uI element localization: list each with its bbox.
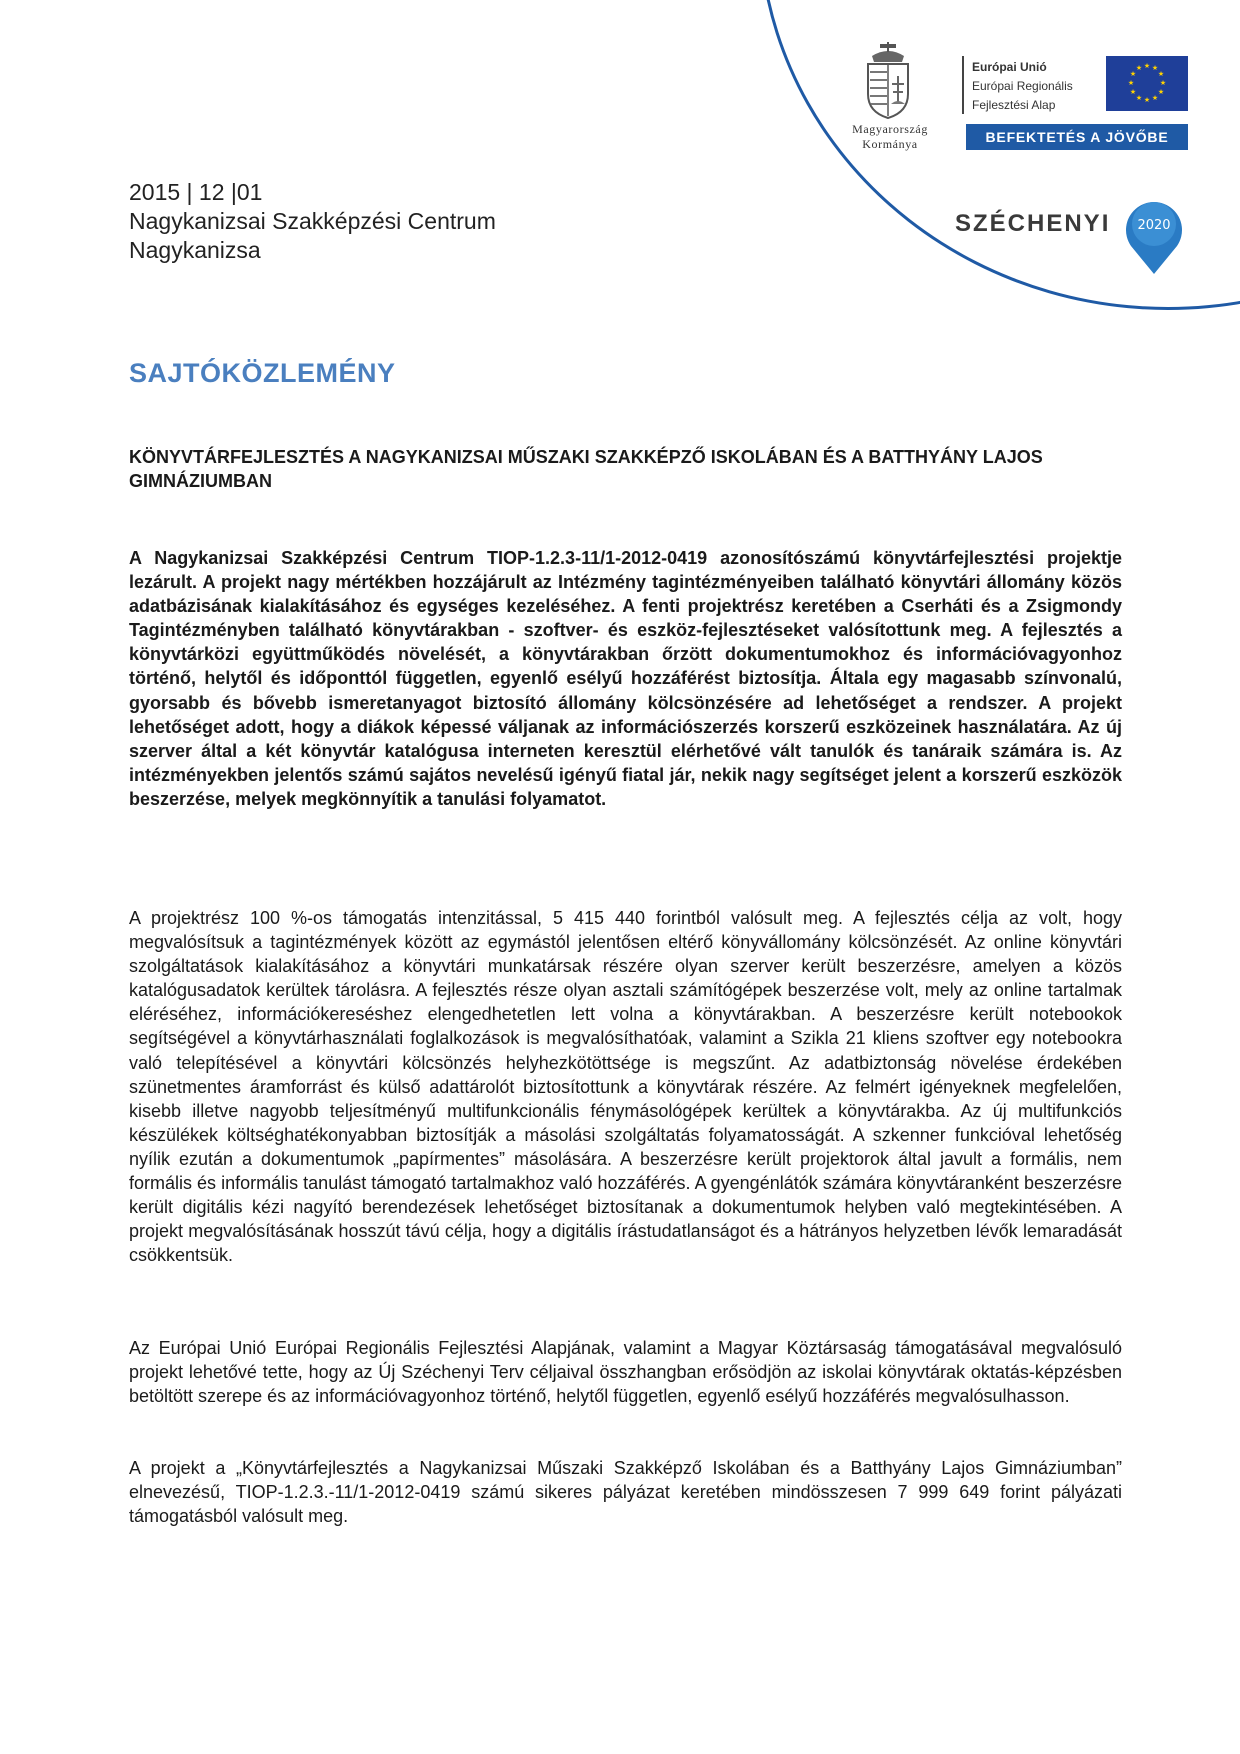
svg-text:★: ★ xyxy=(1129,88,1137,96)
document-subtitle: KÖNYVTÁRFEJLESZTÉS A NAGYKANIZSAI MŰSZAKI SZAKKÉPZŐ ISKOLÁBAN ÉS A BATTHYÁNY LAJOS GIMNÁZIUMBAN xyxy=(129,447,1043,491)
svg-text:★: ★ xyxy=(1151,94,1159,102)
svg-text:★: ★ xyxy=(1151,64,1159,72)
paragraph-intro: A Nagykanizsai Szakképzési Centrum TIOP-1.2.3-11/1-2012-0419 azonosítószámú könyvtárfejlesztési projektje lezárult. A projekt nagy mértékben hozzájárult az Intézmény tagintézményeiben található könyvtári állomány közös adatbázisának kialakításához és egységes kezeléséhez. A fenti projektrész keretében a Cserháti és a Zsigmondy Tagintézményben található könyvtárakban - szoftver- és eszköz-fejlesztéseket valósítottunk meg. A fejlesztés a könyvtárközi együttműködés növelését, a könyvtárakban őrzött dokumentumokhoz és információvagyonhoz történő, helytől és időponttól független, egyenlő esélyű hozzáférést biztosítja. Általa egy magasabb színvonalú, gyorsabb és bővebb ismeretanyagot biztosító állomány kölcsönzésére ad lehetőséget a rendszer. A projekt lehetőséget adott, hogy a diákok képessé váljanak az információszerzés korszerű eszközeinek használatára. Az új szerver által a két könyvtár katalógusa interneten keresztül elérhetővé vált tanulók és tanáraik számára is. Az intézményekben jelentős számú sajátos nevelésű igényű fiatal jár, nekik nagy segítséget jelent a korszerű eszközök beszerzése, melyek megkönnyítik a tanulási folyamatot. xyxy=(129,548,1122,809)
svg-text:★: ★ xyxy=(1143,62,1151,70)
svg-text:★: ★ xyxy=(1157,70,1165,78)
eu-divider xyxy=(962,56,964,114)
eu-line-1: Európai Unió xyxy=(972,60,1047,74)
szechenyi-year: 2020 xyxy=(1137,218,1171,233)
svg-text:★: ★ xyxy=(1127,79,1135,87)
eu-banner: BEFEKTETÉS A JÖVŐBE xyxy=(966,124,1188,150)
svg-text:★: ★ xyxy=(1159,79,1167,87)
document-header xyxy=(129,178,496,265)
city-name: Nagykanizsa xyxy=(129,237,261,263)
eu-line-2: Európai Regionális xyxy=(972,79,1073,93)
svg-text:★: ★ xyxy=(1135,64,1143,72)
svg-text:★: ★ xyxy=(1143,96,1151,104)
government-line-2: Kormánya xyxy=(862,137,918,151)
eu-flag-icon xyxy=(1106,56,1188,111)
hungarian-coat-of-arms-icon xyxy=(860,42,916,120)
svg-text:★: ★ xyxy=(1157,88,1165,96)
eu-line-3: Fejlesztési Alap xyxy=(972,98,1056,112)
svg-text:★: ★ xyxy=(1135,94,1143,102)
page-title: SAJTÓKÖZLEMÉNY xyxy=(129,358,396,388)
paragraph-details: A projektrész 100 %-os támogatás intenzitással, 5 415 440 forintból valósult meg. A fejlesztés célja az volt, hogy megvalósítsuk a tagintézmények között az egymástól jelentősen eltérő könyvállomány kölcsönzését. Az online könyvtári szolgáltatások kialakításához a könyvtári munkatársak részére olyan szerver került beszerzésre, amelyen a közös katalógusadatok kerültek tárolásra. A fejlesztés része olyan asztali számítógépek beszerzése volt, mely az online tartalmak eléréséhez, információkereséshez elengedhetetlen lett volna a könyvtárakban. A beszerzésre került notebookok segítségével a könyvtárhasználati foglalkozások is megvalósíthatóak, valamint a Szikla 21 kliens szoftver egy notebookra való telepítésével a könyvtári kölcsönzés helyhezkötöttsége is megszűnt. Az adatbiztonság növelése érdekében szünetmentes áramforrást és külső adattárolót biztosítottunk a könyvtárak részére. Az felmért igényeknek megfelelően, kisebb illetve nagyobb teljesítményű multifunkcionális fénymásológépek kerültek a könyvtárakba. Az új multifunkciós készülékek költséghatékonyabban biztosítják a másolási szolgáltatás folyamatosságát. A szkenner funkcióval lehetőség nyílik ezután a dokumentumok „papírmentes” másolására. A beszerzésre került projektorok által javult a formális, nem formális és informális tanulást támogató tartalmakhoz való hozzáférés. A gyengénlátók számára könyvtáranként beszerzésre került digitális kézi nagyító berendezések lehetőséget biztosítanak a dokumentumok helyben való megtekintésében. A projekt megvalósításának hosszút távú célja, hogy a digitális írástudatlanságot és a hátrányos helyzetben lévők lemaradását csökkentsük. xyxy=(129,908,1122,1266)
svg-text:★: ★ xyxy=(1129,70,1137,78)
organization-name: Nagykanizsai Szakképzési Centrum xyxy=(129,208,496,234)
paragraph-funding: Az Európai Unió Európai Regionális Fejlesztési Alapjának, valamint a Magyar Köztársaság támogatásával megvalósuló projekt lehetővé tette, hogy az Új Széchenyi Terv céljaival összhangban erősödjön az iskolai könyvtárak oktatás-képzésben betöltött szerepe és az információvagyonhoz történő, helytől független, egyenlő esélyű hozzáférés megvalósulhasson. xyxy=(129,1338,1122,1407)
government-logo-text xyxy=(828,122,952,152)
eu-logo-text xyxy=(972,58,1073,115)
szechenyi-2020-pin-icon xyxy=(1121,194,1187,276)
document-date: 2015 | 12 |01 xyxy=(129,179,263,205)
government-line-1: Magyarország xyxy=(852,122,928,136)
paragraph-summary: A projekt a „Könyvtárfejlesztés a Nagykanizsai Műszaki Szakképző Iskolában és a Batthyány Lajos Gimnáziumban” elnevezésű, TIOP-1.2.3.-11/1-2012-0419 számú sikeres pályázat keretében mindösszesen 7 999 649 forint pályázati támogatásból valósult meg. xyxy=(129,1458,1122,1527)
szechenyi-logo-text: SZÉCHENYI xyxy=(955,210,1111,237)
